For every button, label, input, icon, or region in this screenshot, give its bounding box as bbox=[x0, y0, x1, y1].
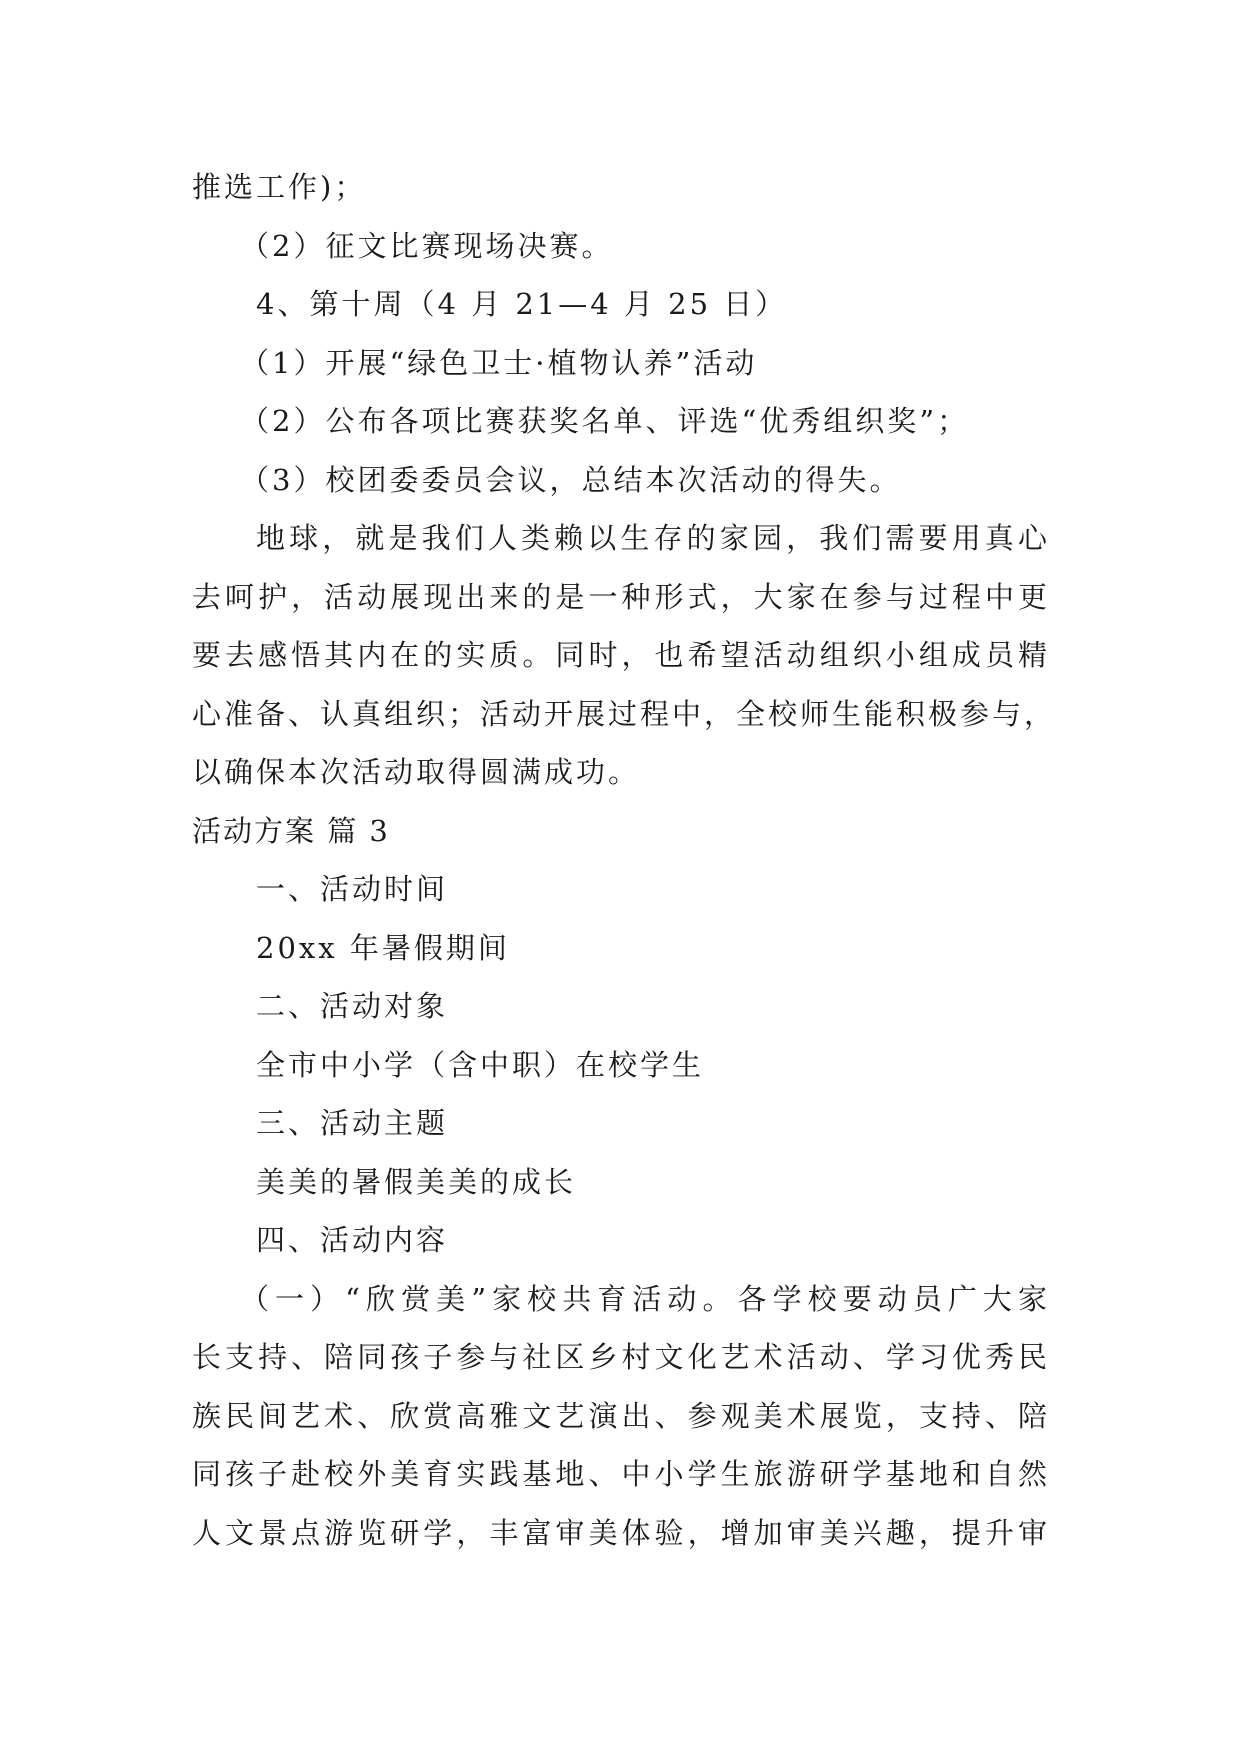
paragraph-line: 人文景点游览研学，丰富审美体验，增加审美兴趣，提升审 bbox=[192, 1515, 1050, 1550]
closing-paragraph bbox=[192, 509, 1057, 802]
heading-activity-content: 四、活动内容 bbox=[256, 1223, 449, 1257]
text-line: （3）校团委委员会议，总结本次活动的得失。 bbox=[240, 462, 902, 497]
paragraph-line: 地球，就是我们人类赖以生存的家园，我们需要用真心 bbox=[256, 521, 1050, 555]
text-line: 推选工作)； bbox=[192, 170, 367, 204]
text-line: （1）开展“绿色卫士·植物认养”活动 bbox=[240, 345, 758, 380]
text-line: （2）征文比赛现场决赛。 bbox=[240, 228, 614, 263]
activity-theme-value: 美美的暑假美美的成长 bbox=[256, 1164, 577, 1199]
paragraph-line: 心准备、认真组织；活动开展过程中，全校师生能积极参与， bbox=[192, 696, 1057, 731]
text-line: （2）公布各项比赛获奖名单、评选“优秀组织奖”； bbox=[240, 404, 970, 438]
paragraph-line: 以确保本次活动取得圆满成功。 bbox=[192, 755, 641, 789]
document-body bbox=[192, 158, 1057, 1562]
heading-activity-theme: 三、活动主题 bbox=[256, 1106, 449, 1140]
heading-activity-target: 二、活动对象 bbox=[256, 989, 449, 1023]
paragraph-line: 长支持、陪同孩子参与社区乡村文化艺术活动、学习优秀民 bbox=[192, 1340, 1050, 1374]
activity-target-value: 全市中小学（含中职）在校学生 bbox=[256, 1047, 705, 1082]
paragraph-line: 去呵护，活动展现出来的是一种形式，大家在参与过程中更 bbox=[192, 579, 1050, 614]
activity-time-value: 20xx 年暑假期间 bbox=[256, 930, 510, 965]
content-paragraph bbox=[192, 1270, 1050, 1563]
paragraph-line: 要去感悟其内在的实质。同时，也希望活动组织小组成员精 bbox=[192, 638, 1050, 672]
paragraph-line: 族民间艺术、欣赏高雅文艺演出、参观美术展览，支持、陪 bbox=[192, 1398, 1050, 1433]
heading-activity-time: 一、活动时间 bbox=[256, 872, 449, 906]
paragraph-line: 同孩子赴校外美育实践基地、中小学生旅游研学基地和自然 bbox=[192, 1457, 1050, 1491]
paragraph-line: （一）“欣赏美”家校共育活动。各学校要动员广大家 bbox=[240, 1281, 1050, 1316]
text-line: 4、第十周（4 月 21—4 月 25 日） bbox=[256, 287, 788, 321]
section-title: 活动方案 篇 3 bbox=[192, 813, 390, 848]
